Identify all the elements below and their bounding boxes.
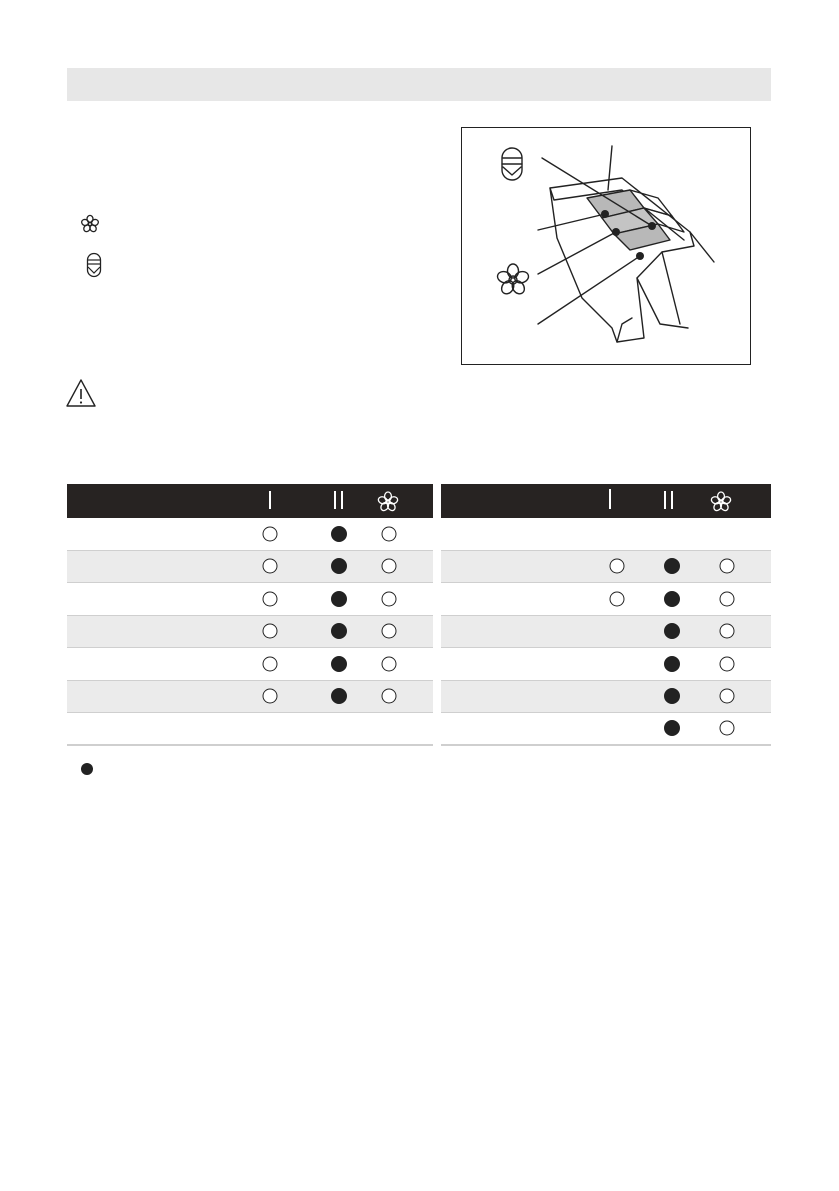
- open-circle-icon: [720, 656, 735, 671]
- table-header: [441, 484, 771, 518]
- open-circle-icon: [263, 656, 278, 671]
- warning-triangle-icon: [65, 378, 97, 408]
- filled-circle-legend-icon: [81, 763, 93, 775]
- table-row: [441, 551, 771, 584]
- filled-circle-icon: [664, 688, 680, 704]
- open-circle-icon: [720, 721, 735, 736]
- table-row: [67, 713, 433, 746]
- table-row: [67, 648, 433, 681]
- softener-flower-icon: [80, 214, 100, 234]
- flower-softener-icon: [376, 490, 400, 514]
- filled-circle-icon: [664, 591, 680, 607]
- open-circle-icon: [382, 559, 397, 574]
- open-circle-icon: [263, 689, 278, 704]
- filled-circle-icon: [331, 526, 347, 542]
- table-row: [67, 583, 433, 616]
- table-body: [67, 518, 433, 746]
- open-circle-icon: [263, 591, 278, 606]
- table-row: [441, 583, 771, 616]
- table-row: [67, 551, 433, 584]
- open-circle-icon: [382, 656, 397, 671]
- table-row: [67, 616, 433, 649]
- dispenser-table-right: [441, 484, 771, 746]
- table-row: [441, 616, 771, 649]
- open-circle-icon: [263, 559, 278, 574]
- open-circle-icon: [720, 624, 735, 639]
- filled-circle-icon: [664, 623, 680, 639]
- open-circle-icon: [263, 624, 278, 639]
- drawer-illustration: [462, 128, 750, 364]
- open-circle-icon: [382, 526, 397, 541]
- dispenser-table-left: [67, 484, 433, 746]
- open-circle-icon: [263, 526, 278, 541]
- open-circle-icon: [720, 689, 735, 704]
- table-row: [441, 518, 771, 551]
- filled-circle-icon: [664, 656, 680, 672]
- filled-circle-icon: [331, 656, 347, 672]
- section-header-band: [67, 68, 771, 101]
- open-circle-icon: [720, 559, 735, 574]
- roman-numeral-one-icon: [609, 489, 611, 509]
- table-body: [441, 518, 771, 746]
- open-circle-icon: [382, 624, 397, 639]
- filled-circle-icon: [664, 558, 680, 574]
- table-row: [67, 518, 433, 551]
- roman-numeral-two-icon: [334, 491, 336, 509]
- filled-circle-icon: [331, 688, 347, 704]
- filled-circle-icon: [331, 591, 347, 607]
- table-row: [441, 713, 771, 746]
- flower-softener-icon: [709, 490, 733, 514]
- filled-circle-icon: [664, 720, 680, 736]
- open-circle-icon: [610, 591, 625, 606]
- roman-numeral-one-icon: [269, 491, 271, 509]
- table-header: [67, 484, 433, 518]
- table-row: [67, 681, 433, 714]
- open-circle-icon: [382, 689, 397, 704]
- liquid-detergent-flap-icon: [86, 252, 102, 278]
- roman-numeral-two-icon: [664, 491, 666, 509]
- filled-circle-icon: [331, 623, 347, 639]
- roman-numeral-two-icon-stroke: [341, 491, 343, 509]
- open-circle-icon: [610, 559, 625, 574]
- filled-circle-icon: [331, 558, 347, 574]
- table-row: [441, 681, 771, 714]
- detergent-drawer-diagram: [461, 127, 751, 365]
- roman-numeral-two-icon-stroke: [671, 491, 673, 509]
- open-circle-icon: [382, 591, 397, 606]
- open-circle-icon: [720, 591, 735, 606]
- table-row: [441, 648, 771, 681]
